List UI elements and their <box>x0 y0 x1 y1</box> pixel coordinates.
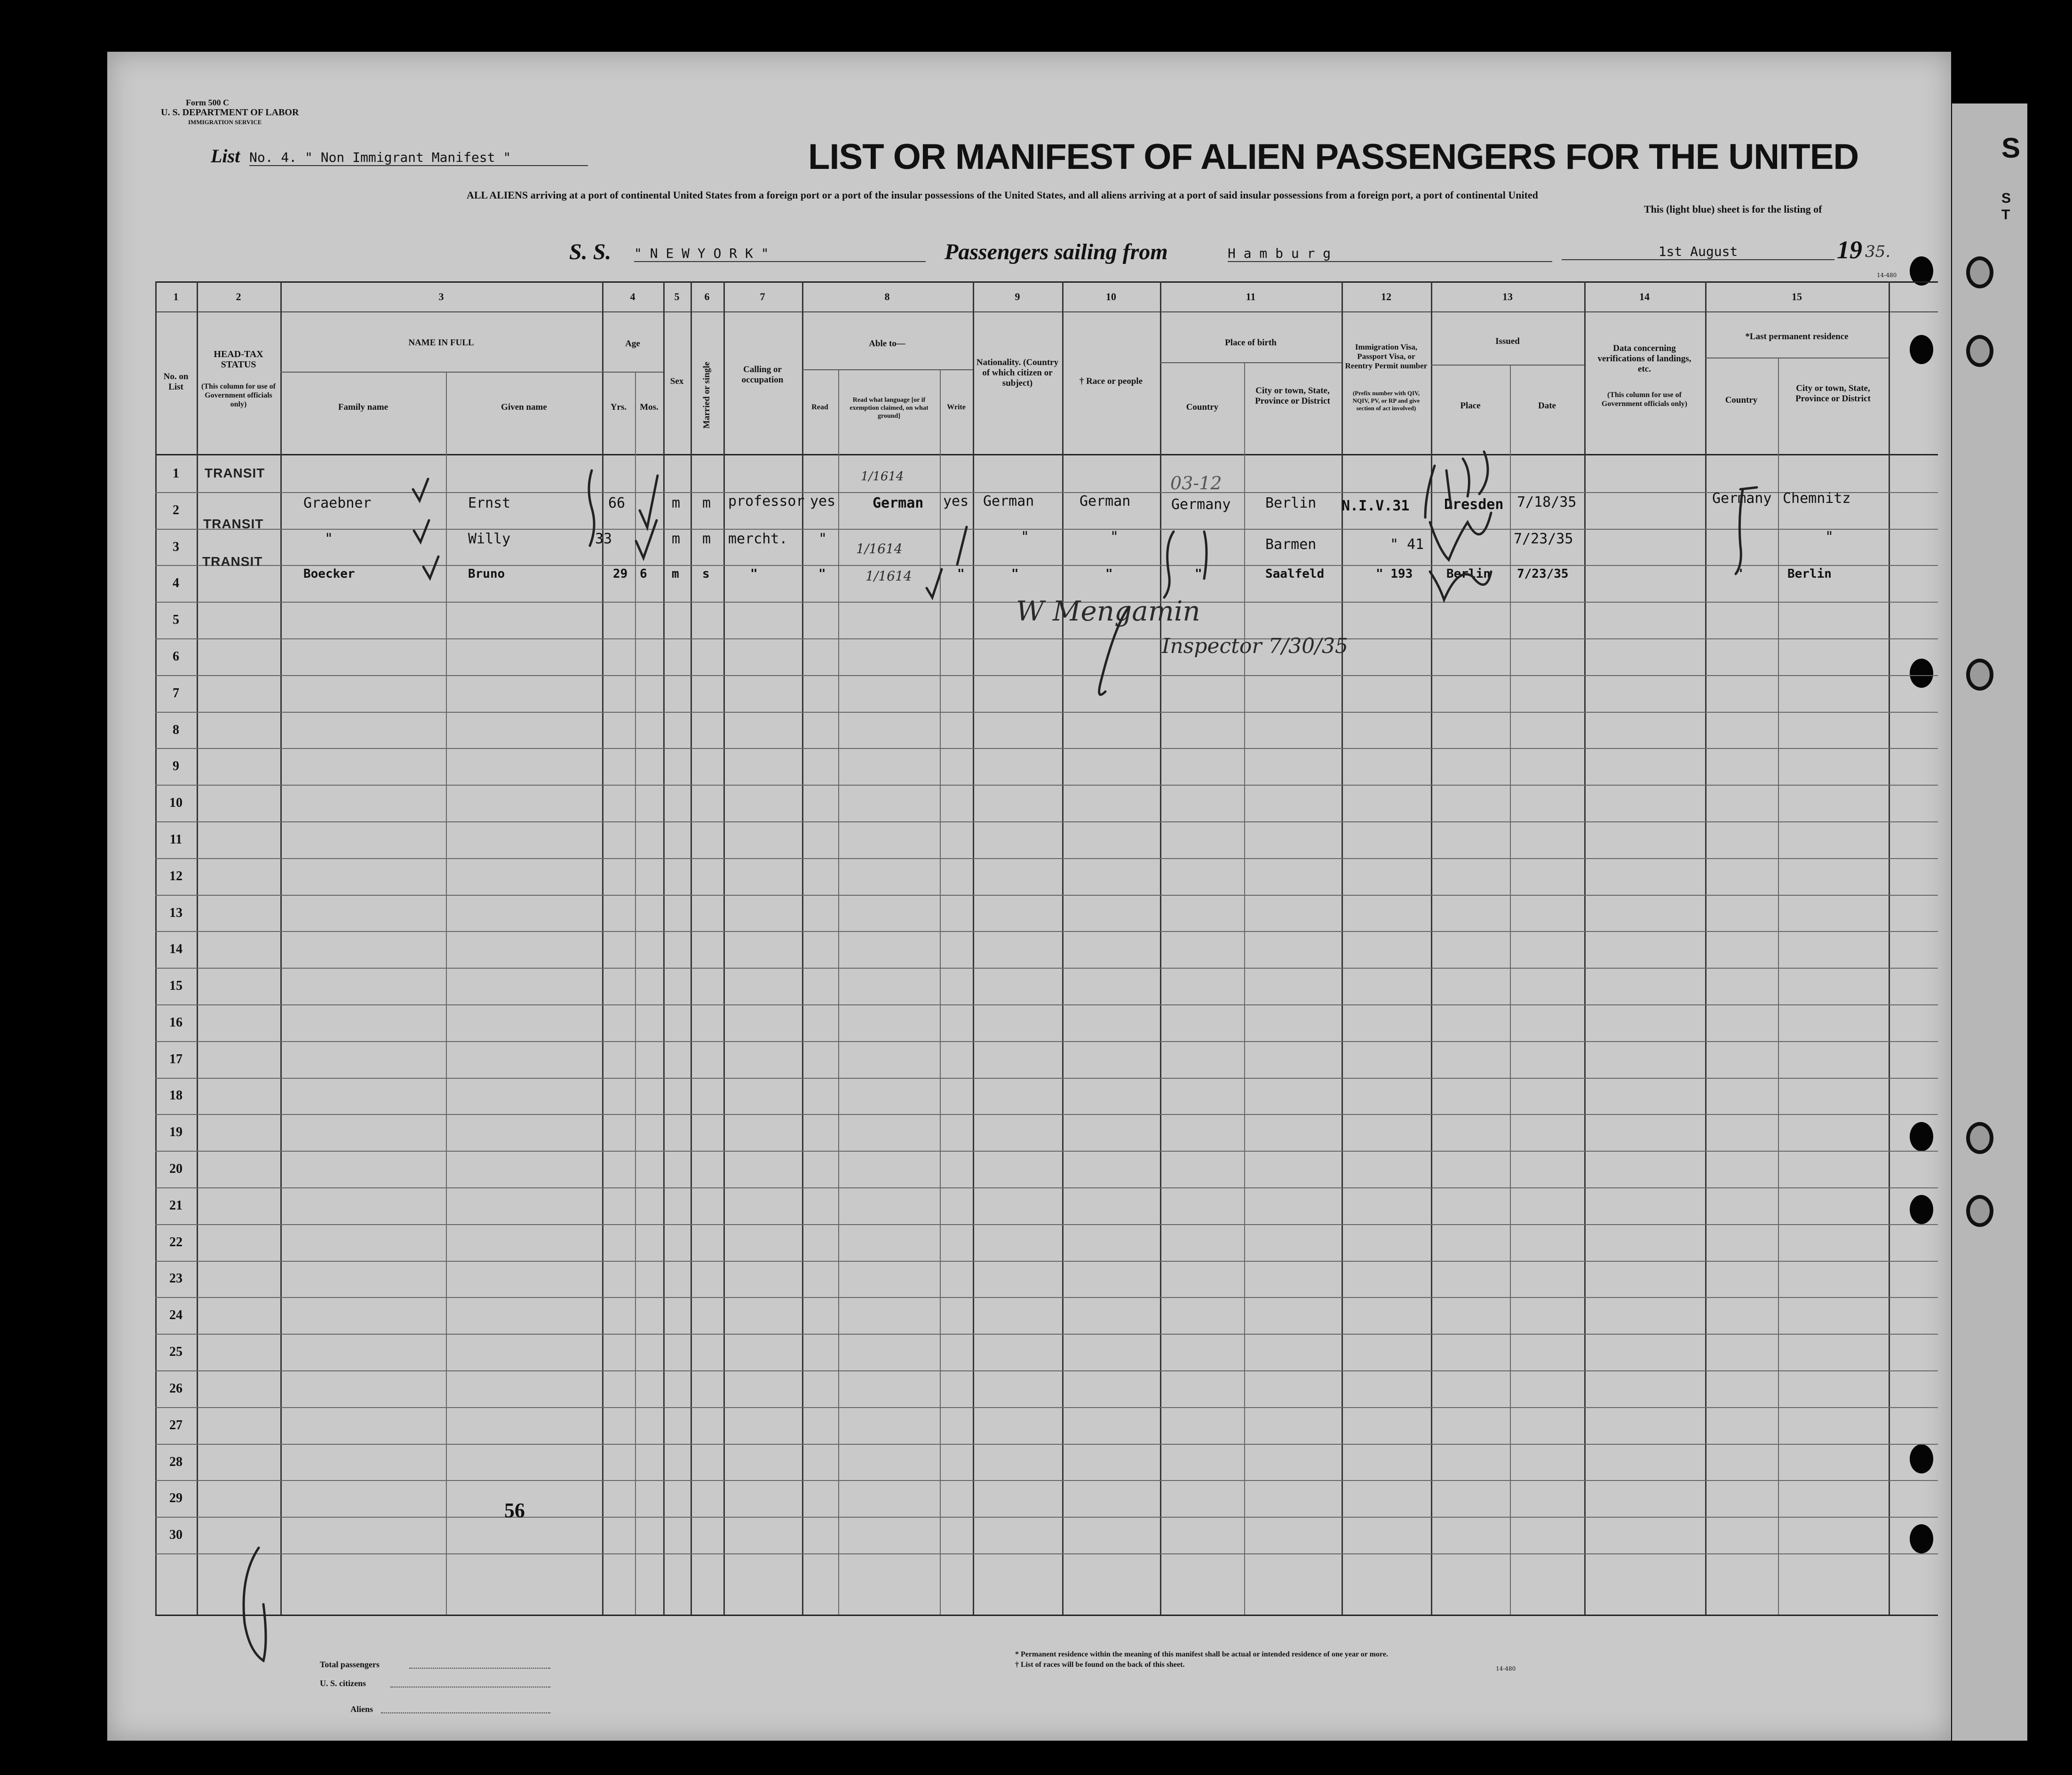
write-1: yes <box>943 493 969 509</box>
family-name-2: " <box>325 531 333 547</box>
col-num-8: 8 <box>884 291 890 302</box>
row-number: 4 <box>173 576 179 590</box>
read-2: " <box>818 531 827 547</box>
col-num-9: 9 <box>1015 291 1020 302</box>
check-mark <box>423 557 438 578</box>
row-number: 18 <box>169 1088 183 1103</box>
inspector-title: Inspector 7/30/35 <box>1162 634 1348 658</box>
row-number: 8 <box>173 723 179 737</box>
col-num-12: 12 <box>1381 291 1391 302</box>
res-country-3: " <box>1736 567 1743 581</box>
birth-city-2: Barmen <box>1265 536 1317 553</box>
res-city-1: Chemnitz <box>1783 490 1851 507</box>
row-number: 28 <box>169 1455 183 1469</box>
header-read-lang: Read what language [or if exemption claimed, on what ground] <box>849 397 929 420</box>
row-number: 17 <box>169 1052 183 1067</box>
next-page-letter: S <box>2001 191 2011 206</box>
row-number: 23 <box>169 1271 183 1286</box>
row-number: 25 <box>169 1345 183 1359</box>
book-code-3: 1/1614 <box>865 568 912 584</box>
col-num-13: 13 <box>1502 291 1513 302</box>
header-date: Date <box>1538 401 1556 411</box>
bracket-mark <box>1164 532 1174 597</box>
issued-date-3: 7/23/35 <box>1517 567 1569 581</box>
header-mos: Mos. <box>640 402 659 412</box>
family-name-1: Graebner <box>303 495 372 511</box>
row-number: 6 <box>173 649 179 664</box>
row-number: 29 <box>169 1491 183 1505</box>
header-family-name: Family name <box>338 402 389 412</box>
age-yrs-3: 29 <box>613 567 628 581</box>
header-name-in-full: NAME IN FULL <box>408 338 474 348</box>
issued-place-1: Dresden <box>1444 496 1504 513</box>
sailing-from: H a m b u r g <box>1228 246 1552 262</box>
footer-dots <box>409 1668 550 1669</box>
col-num-15: 15 <box>1792 291 1802 302</box>
footer-note-1: * Permanent residence within the meaning of this manifest shall be actual or intended residence of one year or more. <box>1015 1650 1388 1658</box>
header-head-tax: HEAD-TAX STATUS <box>214 349 263 370</box>
head-tax-stamp: TRANSIT <box>205 466 265 480</box>
next-page-letter: S <box>2001 132 2021 164</box>
issued-date-2: 7/23/35 <box>1514 531 1573 547</box>
check-mark <box>414 520 429 542</box>
header-place: Place <box>1460 401 1481 411</box>
given-name-2: Willy <box>468 531 511 547</box>
header-visa: Immigration Visa, Passport Visa, or Reentry Permit number <box>1345 342 1428 370</box>
page-title: LIST OR MANIFEST OF ALIEN PASSENGERS FOR THE UNITED <box>808 137 1859 177</box>
bracket-mark <box>1736 489 1743 574</box>
header-given-name: Given name <box>501 402 547 412</box>
row-number: 11 <box>169 832 183 847</box>
birth-city-3: Saalfeld <box>1265 567 1325 581</box>
col-num-3: 3 <box>438 291 444 302</box>
visa-scribble <box>1425 452 1488 517</box>
header-read: Read <box>811 403 828 411</box>
year-prefix: 19 <box>1837 236 1862 264</box>
header-res-country: Country <box>1725 395 1758 405</box>
footer-code: 14-480 <box>1496 1665 1516 1672</box>
check-mark <box>413 479 428 501</box>
header-city: City or town, State, Province or District <box>1255 386 1330 406</box>
bracket-mark <box>1204 532 1207 579</box>
next-page-letter: T <box>2001 207 2010 223</box>
header-data-landings: Data concerning verifications of landings, etc. <box>1597 343 1691 374</box>
race-3: " <box>1105 567 1113 581</box>
age-yrs-1: 66 <box>608 495 626 511</box>
visa-scribble <box>1430 513 1491 560</box>
header-calling: Calling or occupation <box>741 365 784 385</box>
marital-2: m <box>702 531 711 547</box>
sex-1: m <box>672 495 681 511</box>
form-number: Form 500 C <box>186 98 229 107</box>
ship-name: " N E W Y O R K " <box>634 246 926 262</box>
bracket-mark <box>1740 487 1757 489</box>
header-nationality: Nationality. (Country of which citizen or subject) <box>976 358 1059 388</box>
row-number: 10 <box>169 796 183 810</box>
head-tax-stamp: TRANSIT <box>202 554 263 569</box>
occupation-1: professor <box>728 493 805 509</box>
header-visa-note: (Prefix number with QIV, NQIV, PV, or RP and give section of act involved) <box>1352 390 1420 412</box>
row-number: 1 <box>173 466 179 481</box>
visa-3: " 193 <box>1376 567 1413 581</box>
page-subtitle-2: This (light blue) sheet is for the listing of <box>1644 203 1822 215</box>
birth-country-1: Germany <box>1171 496 1231 513</box>
read-3: " <box>818 567 826 581</box>
row-number: 5 <box>173 613 179 627</box>
header-issued: Issued <box>1495 336 1520 346</box>
marital-1: m <box>702 495 711 511</box>
visa-2: " 41 <box>1390 536 1424 553</box>
occupation-2: mercht. <box>728 531 788 547</box>
res-city-2: " <box>1825 529 1834 545</box>
sheet-number: 56 <box>504 1499 525 1522</box>
header-last-res: *Last permanent residence <box>1745 332 1849 342</box>
footer-us-citizens: U. S. citizens <box>320 1679 366 1688</box>
form-service: IMMIGRATION SERVICE <box>188 119 262 126</box>
row-number: 24 <box>169 1308 183 1322</box>
list-value: No. 4. " Non Immigrant Manifest " <box>249 150 588 166</box>
header-race: † Race or people <box>1079 376 1143 386</box>
inspector-signature: W Mengamin <box>1016 595 1200 627</box>
row-number: 27 <box>169 1418 183 1433</box>
marital-3: s <box>702 567 710 581</box>
issued-date-1: 7/18/35 <box>1517 494 1577 510</box>
row-number: 14 <box>169 942 183 956</box>
margin-mark <box>244 1548 266 1661</box>
race-1: German <box>1080 493 1131 509</box>
row-number: 13 <box>169 906 183 920</box>
row-number: 7 <box>173 686 179 700</box>
nationality-3: " <box>1011 567 1019 581</box>
header-able-to: Able to— <box>869 339 905 349</box>
age-yrs-2: 33 <box>595 531 612 547</box>
ship-label: S. S. <box>569 239 611 264</box>
sailing-date: 1st August <box>1562 244 1834 260</box>
header-age: Age <box>625 339 640 349</box>
book-code-2: 1/1614 <box>856 541 903 557</box>
page-subtitle: ALL ALIENS arriving at a port of continental United States from a foreign port or a port of the insular possessions of the United States, and all aliens arriving at a port of said insular possessions from a foreign port, a port of continental United <box>467 189 1538 201</box>
birth-country-3: " <box>1195 567 1202 581</box>
col-num-2: 2 <box>236 291 241 302</box>
corner-code: 14-480 <box>1877 272 1897 279</box>
check-mark <box>927 569 942 597</box>
footer-total-passengers: Total passengers <box>320 1660 380 1669</box>
check-mark <box>957 527 967 565</box>
birth-city-1: Berlin <box>1265 495 1317 511</box>
row-number: 12 <box>169 869 183 884</box>
col-num-10: 10 <box>1106 291 1116 302</box>
signature-stroke <box>1099 607 1129 695</box>
family-name-3: Boecker <box>303 567 355 581</box>
col-num-7: 7 <box>760 291 765 302</box>
sex-3: m <box>672 567 679 581</box>
occupation-3: " <box>750 567 758 581</box>
col-num-1: 1 <box>173 291 179 302</box>
res-city-3: Berlin <box>1787 567 1832 581</box>
book-code-1: 1/1614 <box>861 470 904 484</box>
header-write: Write <box>947 403 966 411</box>
row-number: 2 <box>173 503 179 517</box>
visa-1: N.I.V.31 <box>1342 498 1410 514</box>
row-number: 20 <box>169 1162 183 1176</box>
birth-code: 03-12 <box>1170 473 1222 493</box>
age-mos-3: 6 <box>640 567 647 581</box>
head-tax-stamp: TRANSIT <box>203 517 264 531</box>
row-number: 21 <box>169 1198 183 1213</box>
row-number: 19 <box>169 1125 183 1139</box>
row-number: 9 <box>173 759 179 773</box>
header-yrs: Yrs. <box>610 402 627 412</box>
col-num-5: 5 <box>674 291 680 302</box>
check-mark <box>640 476 658 527</box>
row-number: 3 <box>173 540 179 554</box>
row-number: 15 <box>169 979 183 993</box>
header-head-tax-note: (This column for use of Government officials only) <box>201 382 276 408</box>
year-suffix: 35. <box>1865 242 1891 261</box>
sex-2: m <box>672 531 681 547</box>
nationality-1: German <box>983 493 1034 509</box>
nationality-2: " <box>1021 529 1030 545</box>
header-no-on-list: No. on List <box>163 372 189 392</box>
row-number: 26 <box>169 1381 183 1396</box>
write-3: " <box>957 567 965 581</box>
header-place-birth: Place of birth <box>1225 338 1277 348</box>
header-sex: Sex <box>670 376 684 386</box>
given-name-1: Ernst <box>468 495 511 511</box>
col-num-6: 6 <box>704 291 710 302</box>
col-num-11: 11 <box>1246 291 1256 302</box>
row-number: 16 <box>169 1015 183 1030</box>
form-department: U. S. DEPARTMENT OF LABOR <box>161 107 299 118</box>
language-1: German <box>873 495 924 511</box>
header-data-note: (This column for use of Government officials only) <box>1601 391 1688 408</box>
footer-note-2: † List of races will be found on the back of this sheet. <box>1015 1661 1185 1669</box>
bracket-mark <box>589 470 594 546</box>
row-number: 22 <box>169 1235 183 1250</box>
read-1: yes <box>810 493 836 509</box>
header-res-city: City or town, State, Province or District <box>1795 383 1871 404</box>
issued-place-3: Berlin <box>1446 567 1491 581</box>
footer-aliens: Aliens <box>350 1704 373 1714</box>
race-2: " <box>1110 529 1119 545</box>
footer-dots <box>381 1712 550 1713</box>
given-name-3: Bruno <box>468 567 505 581</box>
col-num-4: 4 <box>630 291 635 302</box>
header-married: Married or single <box>702 361 712 429</box>
col-num-14: 14 <box>1639 291 1650 302</box>
sailing-label: Passengers sailing from <box>945 239 1168 264</box>
list-label: List <box>211 145 240 167</box>
res-country-1: Germany <box>1712 490 1772 507</box>
header-country: Country <box>1186 402 1219 412</box>
row-number: 30 <box>169 1528 183 1542</box>
visa-scribble <box>1430 572 1491 600</box>
